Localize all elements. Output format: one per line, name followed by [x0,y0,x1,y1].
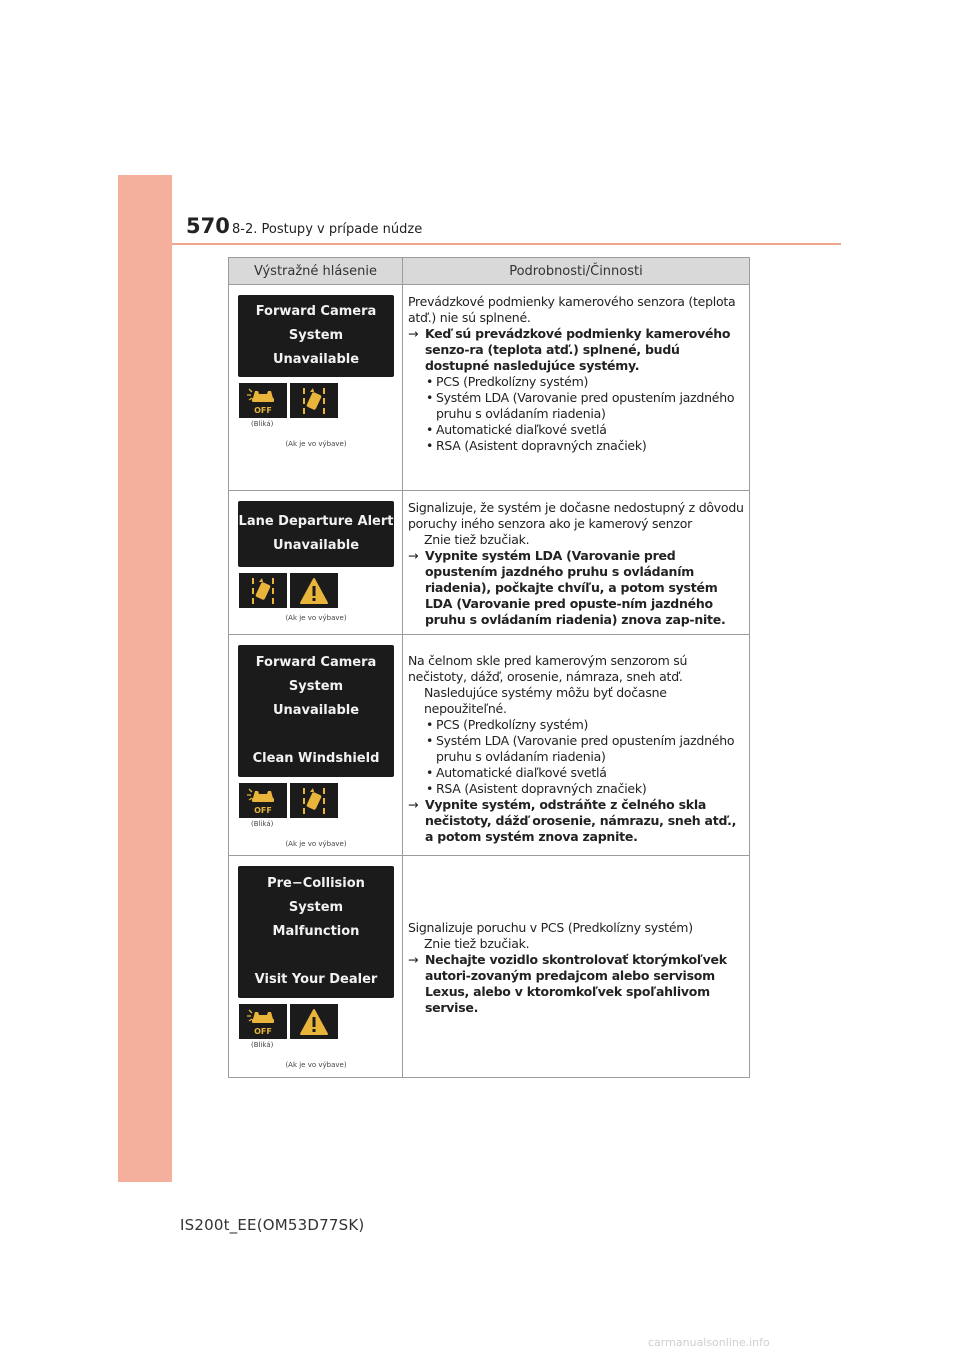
detail-note: Nasledujúce systémy môžu byť dočasne nepoužiteľné. [423,685,667,716]
warning-table [228,257,750,1078]
details-cell [402,856,749,1078]
svg-text:OFF: OFF [254,805,272,815]
detail-text: Signalizuje, že systém je dočasne nedostupný z dôvodu poruchy iného senzora ako je kamerový senzor [407,500,744,531]
screen-line: Forward Camera [255,304,377,319]
pcs-off-icon [239,1004,287,1039]
lane-assist-icon [290,383,338,418]
column-header-warning: Výstražné hlásenie [229,258,403,285]
svg-text:OFF: OFF [254,405,272,415]
screen-line: Forward Camera [255,655,377,670]
screen-line: System [288,328,344,343]
blinking-note: (Bliká) [251,820,274,828]
detail-text: Na čelnom skle pred kamerovým senzorom sú nečistoty, dážď, orosenie, námraza, sneh atď. [407,653,688,684]
details-cell [402,285,749,491]
detail-note: Znie tiež bzučiak. [423,532,530,547]
list-item: • RSA (Asistent dopravných značiek) [425,438,647,453]
list-item: • Systém LDA (Varovanie pred opustením jazdného pruhu s ovládaním riadenia) [425,390,735,421]
list-item: • Automatické diaľkové svetlá [425,765,607,780]
svg-text:OFF: OFF [254,1026,272,1036]
screen-line: Clean Windshield [252,751,380,766]
warning-cell [229,856,403,1078]
warning-cell [229,491,403,635]
display-screen [238,295,394,377]
details-cell [402,491,749,635]
detail-text: Signalizuje poruchu v PCS (Predkolízny systém) [407,920,693,935]
document-code: IS200t_EE(OM53D77SK) [180,1216,365,1234]
if-equipped-note: (Ak je vo výbave) [285,1061,347,1069]
details-cell [402,635,749,856]
action-text: → Vypnite systém LDA (Varovanie pred opustením jazdného pruhu s ovládaním riadenia), počkajte chvíľu, a potom systém LDA (Varovanie pred opuste-ním jazdného pruhu s ovládaním riadenia) znova zap-nite. [407,548,726,627]
if-equipped-note: (Ak je vo výbave) [285,614,347,622]
blinking-note: (Bliká) [251,1041,274,1049]
table-row [229,491,750,635]
table-row [229,285,750,491]
list-item: • PCS (Predkolízny systém) [425,374,589,389]
lane-assist-icon [239,573,287,608]
display-screen [238,866,394,998]
pcs-off-icon [239,783,287,818]
column-header-details: Podrobnosti/Činnosti [402,258,749,285]
display-screen [238,501,394,567]
warning-cell [229,285,403,491]
screen-line: Unavailable [272,538,360,553]
warning-triangle-icon [290,1004,338,1039]
list-item: • Automatické diaľkové svetlá [425,422,607,437]
screen-line: System [288,679,344,694]
detail-note: Znie tiež bzučiak. [423,936,530,951]
screen-line: Unavailable [272,352,360,367]
section-title: 8-2. Postupy v prípade núdze [232,222,423,237]
lane-assist-icon [290,783,338,818]
list-item: • PCS (Predkolízny systém) [425,717,589,732]
if-equipped-note: (Ak je vo výbave) [285,840,347,848]
blinking-note: (Bliká) [251,420,274,428]
action-text: → Vypnite systém, odstráňte z čelného skla nečistoty, dážď orosenie, námrazu, sneh atď., a potom systém znova zapnite. [407,797,737,844]
screen-line: Pre−Collision [267,876,365,891]
watermark: carmanualsonline.info [648,1336,770,1349]
screen-line: Malfunction [272,924,360,939]
side-color-band [118,175,172,1182]
page-number: 570 [186,214,230,238]
list-item: • RSA (Asistent dopravných značiek) [425,781,647,796]
table-row [229,856,750,1078]
screen-line: Unavailable [272,703,360,718]
pcs-off-icon [239,383,287,418]
header-rule [172,243,841,245]
screen-line: System [288,900,344,915]
screen-line: Visit Your Dealer [254,972,378,987]
screen-line: Lane Departure Alert [238,514,394,529]
table-row [229,635,750,856]
warning-cell [229,635,403,856]
action-text: → Keď sú prevádzkové podmienky kamerového senzo-ra (teplota atď.) splnené, budú dostupné nasledujúce systémy. [407,326,731,373]
if-equipped-note: (Ak je vo výbave) [285,440,347,448]
list-item: • Systém LDA (Varovanie pred opustením jazdného pruhu s ovládaním riadenia) [425,733,735,764]
action-text: → Nechajte vozidlo skontrolovať ktorýmkoľvek autori-zovaným predajcom alebo servisom Lexus, alebo v ktoromkoľvek spoľahlivom servise. [407,952,727,1015]
warning-triangle-icon [290,573,338,608]
detail-text: Prevádzkové podmienky kamerového senzora (teplota atď.) nie sú splnené. [407,294,736,325]
display-screen [238,645,394,777]
